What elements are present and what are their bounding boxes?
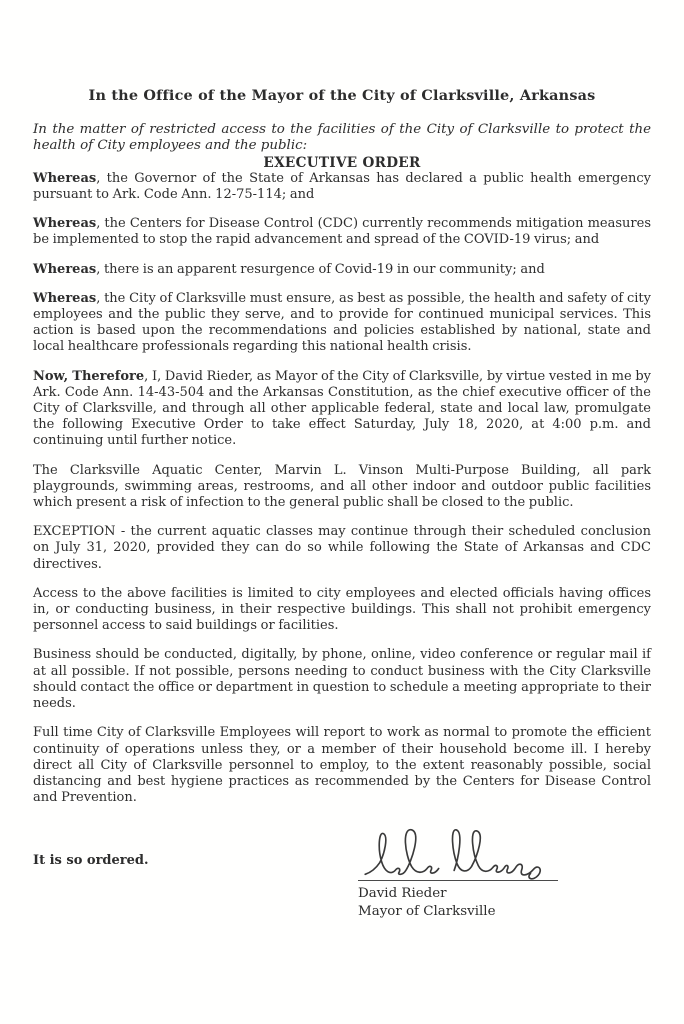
paragraph-whereas-2 — [33, 216, 651, 248]
order-heading: EXECUTIVE ORDER — [263, 154, 421, 171]
paragraph-lead: Whereas — [33, 261, 97, 277]
paragraph-lead: Whereas — [33, 290, 97, 306]
paragraph-whereas-4 — [33, 291, 651, 356]
paragraph-lead: Whereas — [33, 170, 97, 186]
paragraph-closures — [33, 463, 651, 512]
closing-statement: It is so ordered. — [33, 853, 149, 869]
signatory-name: David Rieder — [358, 886, 447, 902]
paragraph-text: , there is an apparent resurgence of Covid-19 in our community; and — [96, 261, 545, 277]
paragraph-text: Access to the above facilities is limited to city employees and elected officials having offices in, or conducting business, in their respective buildings. This shall not prohibit emergency personnel access to said buildings or facilities. — [33, 585, 651, 634]
paragraph-business — [33, 647, 651, 712]
paragraph-text: , the Governor of the State of Arkansas has declared a public health emergency pursuant to Ark. Code Ann. 12-75-114; and — [33, 170, 651, 203]
closing-section — [33, 853, 651, 973]
signature-line — [358, 880, 558, 881]
paragraph-whereas-3 — [33, 262, 651, 278]
paragraph-access — [33, 586, 651, 635]
paragraph-now-therefore — [33, 369, 651, 450]
signature-block — [358, 825, 558, 920]
paragraph-lead: Whereas — [33, 216, 97, 232]
paragraph-employees — [33, 725, 651, 806]
paragraph-exception — [33, 524, 651, 573]
signatory-role: Mayor of Clarksville — [358, 903, 496, 919]
paragraph-whereas-1 — [33, 171, 651, 203]
paragraph-text: , I, David Rieder, as Mayor of the City of Clarksville, by virtue vested in me by Ark. Code Ann. 14-43-504 and the Arkansas Constitution, as the chief executive officer of the City of Clarksville, and through all other applicable federal, state and local law, promulgate the following Executive Order to take effect Saturday, July 18, 2020, at 4:00 p.m. and continuing until further notice. — [33, 368, 651, 449]
paragraph-text: Business should be conducted, digitally, by phone, online, video conference or regular mail if at all possible. If not possible, persons needing to conduct business with the City Clarksville should contact the office or department in question to schedule a meeting appropriate to their needs. — [33, 647, 651, 712]
document-title: In the Office of the Mayor of the City of Clarksville, Arkansas — [88, 87, 596, 104]
paragraph-lead: Now, Therefore — [33, 368, 145, 384]
paragraph-text: The Clarksville Aquatic Center, Marvin L. Vinson Multi-Purpose Building, all park playgrounds, swimming areas, restrooms, and all other indoor and outdoor public facilities which present a risk of infection to the general public shall be closed to the public. — [33, 462, 651, 511]
paragraph-text: , the Centers for Disease Control (CDC) currently recommends mitigation measures be implemented to stop the rapid advancement and spread of the COVID-19 virus; and — [33, 216, 651, 248]
signature-icon — [358, 825, 558, 883]
intro-paragraph: In the matter of restricted access to the facilities of the City of Clarksville to protect the health of City employees and the public: — [33, 122, 651, 154]
paragraph-text: EXCEPTION - the current aquatic classes may continue through their scheduled conclusion on July 31, 2020, provided they can do so while following the State of Arkansas and CDC directives. — [33, 524, 651, 572]
paragraph-text: Full time City of Clarksville Employees will report to work as normal to promote the efficient continuity of operations unless they, or a member of their household become ill. I hereby direct all City of Clarksville personnel to employ, to the extent reasonably possible, social distancing and best hygiene practices as recommended by the Centers for Disease Control and Prevention. — [33, 725, 651, 806]
paragraph-text: , the City of Clarksville must ensure, as best as possible, the health and safety of city employees and the public they serve, and to provide for continued municipal services. This action is based upon the recommendations and policies established by national, state and local healthcare professionals regarding this national health crisis. — [33, 290, 651, 355]
